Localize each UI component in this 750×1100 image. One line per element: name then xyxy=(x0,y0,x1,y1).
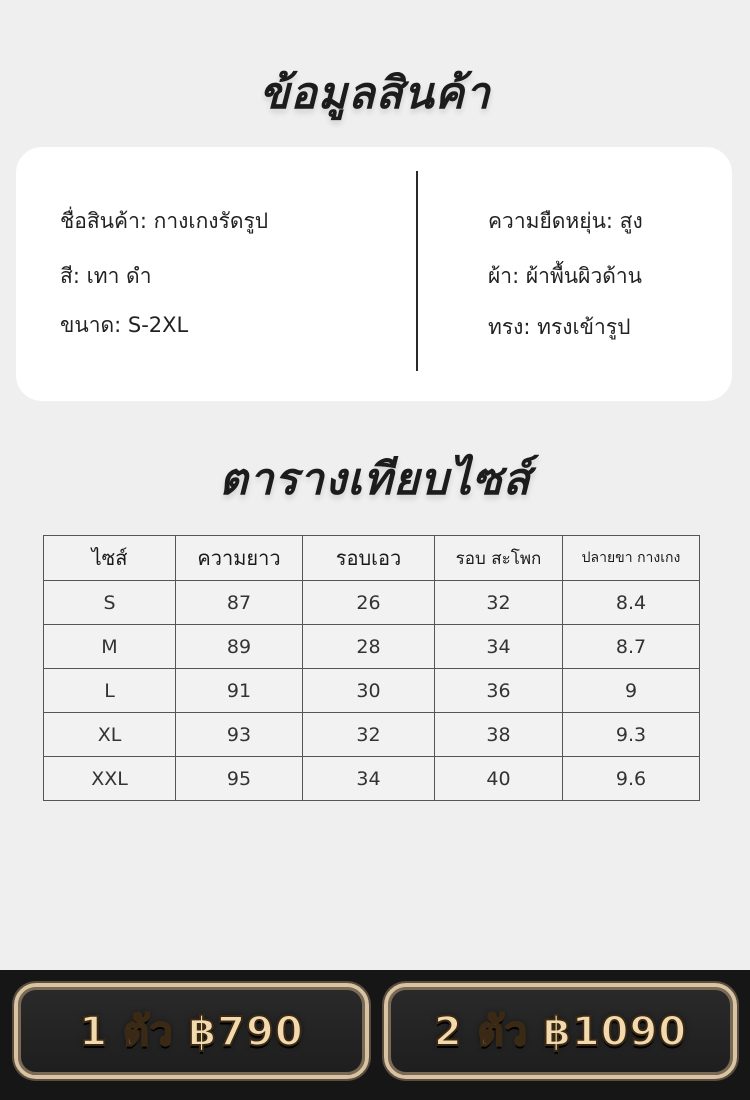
table-cell: 32 xyxy=(303,713,435,757)
table-cell: S xyxy=(44,581,176,625)
table-cell: 36 xyxy=(435,669,563,713)
table-cell: 9 xyxy=(563,669,700,713)
size-chart-table xyxy=(43,535,700,801)
product-color: สี: เทา ดำ xyxy=(60,264,152,288)
table-cell: 34 xyxy=(435,625,563,669)
product-info-heading: ข้อมูลสินค้า xyxy=(259,68,491,119)
table-row xyxy=(44,669,700,713)
table-cell: 9.3 xyxy=(563,713,700,757)
product-fabric: ผ้า: ผ้าพื้นผิวด้าน xyxy=(488,264,643,288)
header-hip: รอบ สะโพก xyxy=(435,536,563,581)
buy-two-button[interactable] xyxy=(384,983,737,1079)
table-cell: 38 xyxy=(435,713,563,757)
product-name: ชื่อสินค้า: กางเกงรัดรูป xyxy=(60,209,269,233)
product-info-card xyxy=(16,147,732,401)
table-cell: 89 xyxy=(176,625,303,669)
table-cell: 93 xyxy=(176,713,303,757)
header-waist: รอบเอว xyxy=(303,536,435,581)
header-leg-opening: ปลายขา กางเกง xyxy=(563,536,700,581)
table-cell: 8.4 xyxy=(563,581,700,625)
table-cell: XXL xyxy=(44,757,176,801)
info-divider xyxy=(416,171,418,371)
buy-one-button[interactable] xyxy=(14,983,369,1079)
table-cell: 91 xyxy=(176,669,303,713)
buy-one-label: 1 ตัว ฿790 xyxy=(79,1009,304,1055)
table-cell: 40 xyxy=(435,757,563,801)
product-size-range: ขนาด: S-2XL xyxy=(60,313,189,337)
table-row xyxy=(44,625,700,669)
table-cell: 32 xyxy=(435,581,563,625)
table-cell: 30 xyxy=(303,669,435,713)
product-fit: ทรง: ทรงเข้ารูป xyxy=(488,315,631,339)
buy-two-label: 2 ตัว ฿1090 xyxy=(433,1009,688,1055)
table-cell: 87 xyxy=(176,581,303,625)
table-cell: 95 xyxy=(176,757,303,801)
header-size: ไซส์ xyxy=(44,536,176,581)
pricing-bar xyxy=(0,970,750,1100)
header-length: ความยาว xyxy=(176,536,303,581)
table-header-row xyxy=(44,536,700,581)
table-row xyxy=(44,581,700,625)
product-elasticity: ความยืดหยุ่น: สูง xyxy=(488,209,643,233)
table-cell: 34 xyxy=(303,757,435,801)
table-cell: XL xyxy=(44,713,176,757)
table-cell: 8.7 xyxy=(563,625,700,669)
size-chart-heading: ตารางเทียบไซส์ xyxy=(219,454,531,505)
table-cell: M xyxy=(44,625,176,669)
table-cell: 28 xyxy=(303,625,435,669)
table-row xyxy=(44,757,700,801)
table-cell: L xyxy=(44,669,176,713)
table-cell: 26 xyxy=(303,581,435,625)
table-cell: 9.6 xyxy=(563,757,700,801)
table-row xyxy=(44,713,700,757)
